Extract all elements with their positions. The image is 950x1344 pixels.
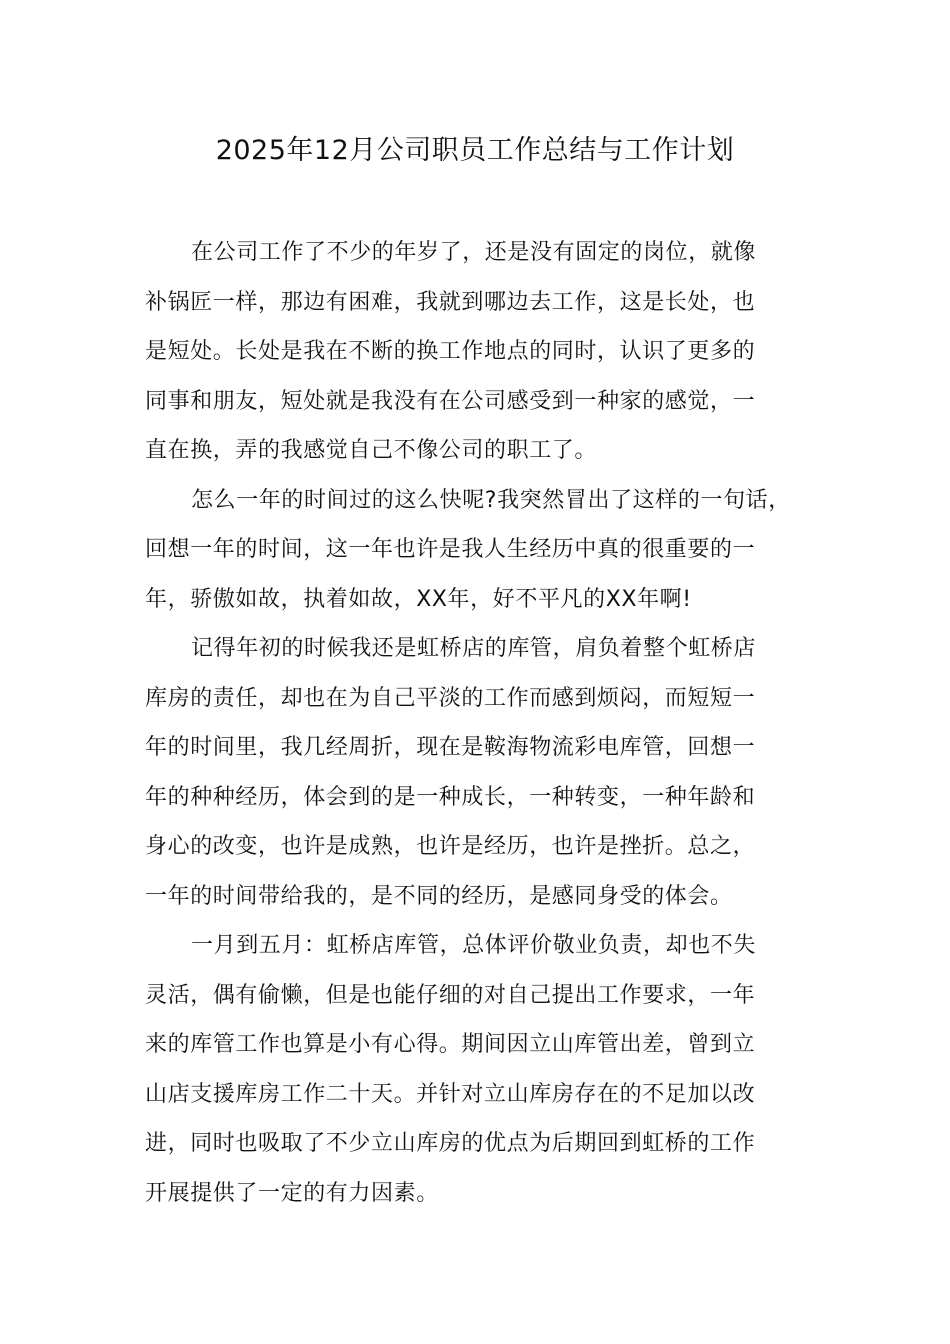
- paragraph-line: 身心的改变，也许是成熟，也许是经历，也许是挫折。总之，: [145, 834, 756, 859]
- document-title: 2025年12月公司职员工作总结与工作计划: [215, 135, 735, 166]
- paragraph-line: 补锅匠一样，那边有困难，我就到哪边去工作，这是长处，也: [145, 289, 756, 315]
- document-body: [145, 228, 815, 1218]
- paragraph-2: [145, 476, 815, 625]
- paragraph-line: 一年的时间带给我的，是不同的经历，是感同身受的体会。: [145, 883, 733, 909]
- paragraph-line: 在公司工作了不少的年岁了，还是没有固定的岗位，就像: [191, 240, 757, 265]
- paragraph-line: 山店支援库房工作二十天。并针对立山库房存在的不足加以改: [145, 1081, 756, 1107]
- paragraph-line: 直在换，弄的我感觉自己不像公司的职工了。: [145, 438, 598, 463]
- paragraph-line: 年，骄傲如故，执着如故，XX年，好不平凡的XX年啊!: [145, 586, 692, 612]
- paragraph-line: 来的库管工作也算是小有心得。期间因立山库管出差，曾到立: [145, 1032, 756, 1057]
- paragraph-line: 开展提供了一定的有力因素。: [145, 1180, 439, 1206]
- paragraph-3: [145, 624, 815, 921]
- paragraph-line: 一月到五月：虹桥店库管，总体评价敬业负责，却也不失: [191, 933, 757, 958]
- paragraph-line: 是短处。长处是我在不断的换工作地点的同时，认识了更多的: [145, 339, 756, 364]
- paragraph-line: 记得年初的时候我还是虹桥店的库管，肩负着整个虹桥店: [191, 636, 757, 661]
- paragraph-line: 年的种种经历，体会到的是一种成长，一种转变，一种年龄和: [145, 784, 756, 810]
- paragraph-line: 年的时间里，我几经周折，现在是鞍海物流彩电库管，回想一: [145, 735, 756, 760]
- paragraph-line: 怎么一年的时间过的这么快呢?我突然冒出了这样的一句话，: [191, 487, 791, 513]
- paragraph-1: [145, 228, 815, 476]
- paragraph-line: 同事和朋友，短处就是我没有在公司感受到一种家的感觉，一: [145, 388, 756, 414]
- paragraph-4: [145, 921, 815, 1218]
- paragraph-line: 进，同时也吸取了不少立山库房的优点为后期回到虹桥的工作: [145, 1131, 756, 1156]
- paragraph-line: 回想一年的时间，这一年也许是我人生经历中真的很重要的一: [145, 537, 756, 562]
- paragraph-line: 库房的责任，却也在为自己平淡的工作而感到烦闷，而短短一: [145, 685, 756, 711]
- paragraph-line: 灵活，偶有偷懒，但是也能仔细的对自己提出工作要求，一年: [145, 982, 756, 1008]
